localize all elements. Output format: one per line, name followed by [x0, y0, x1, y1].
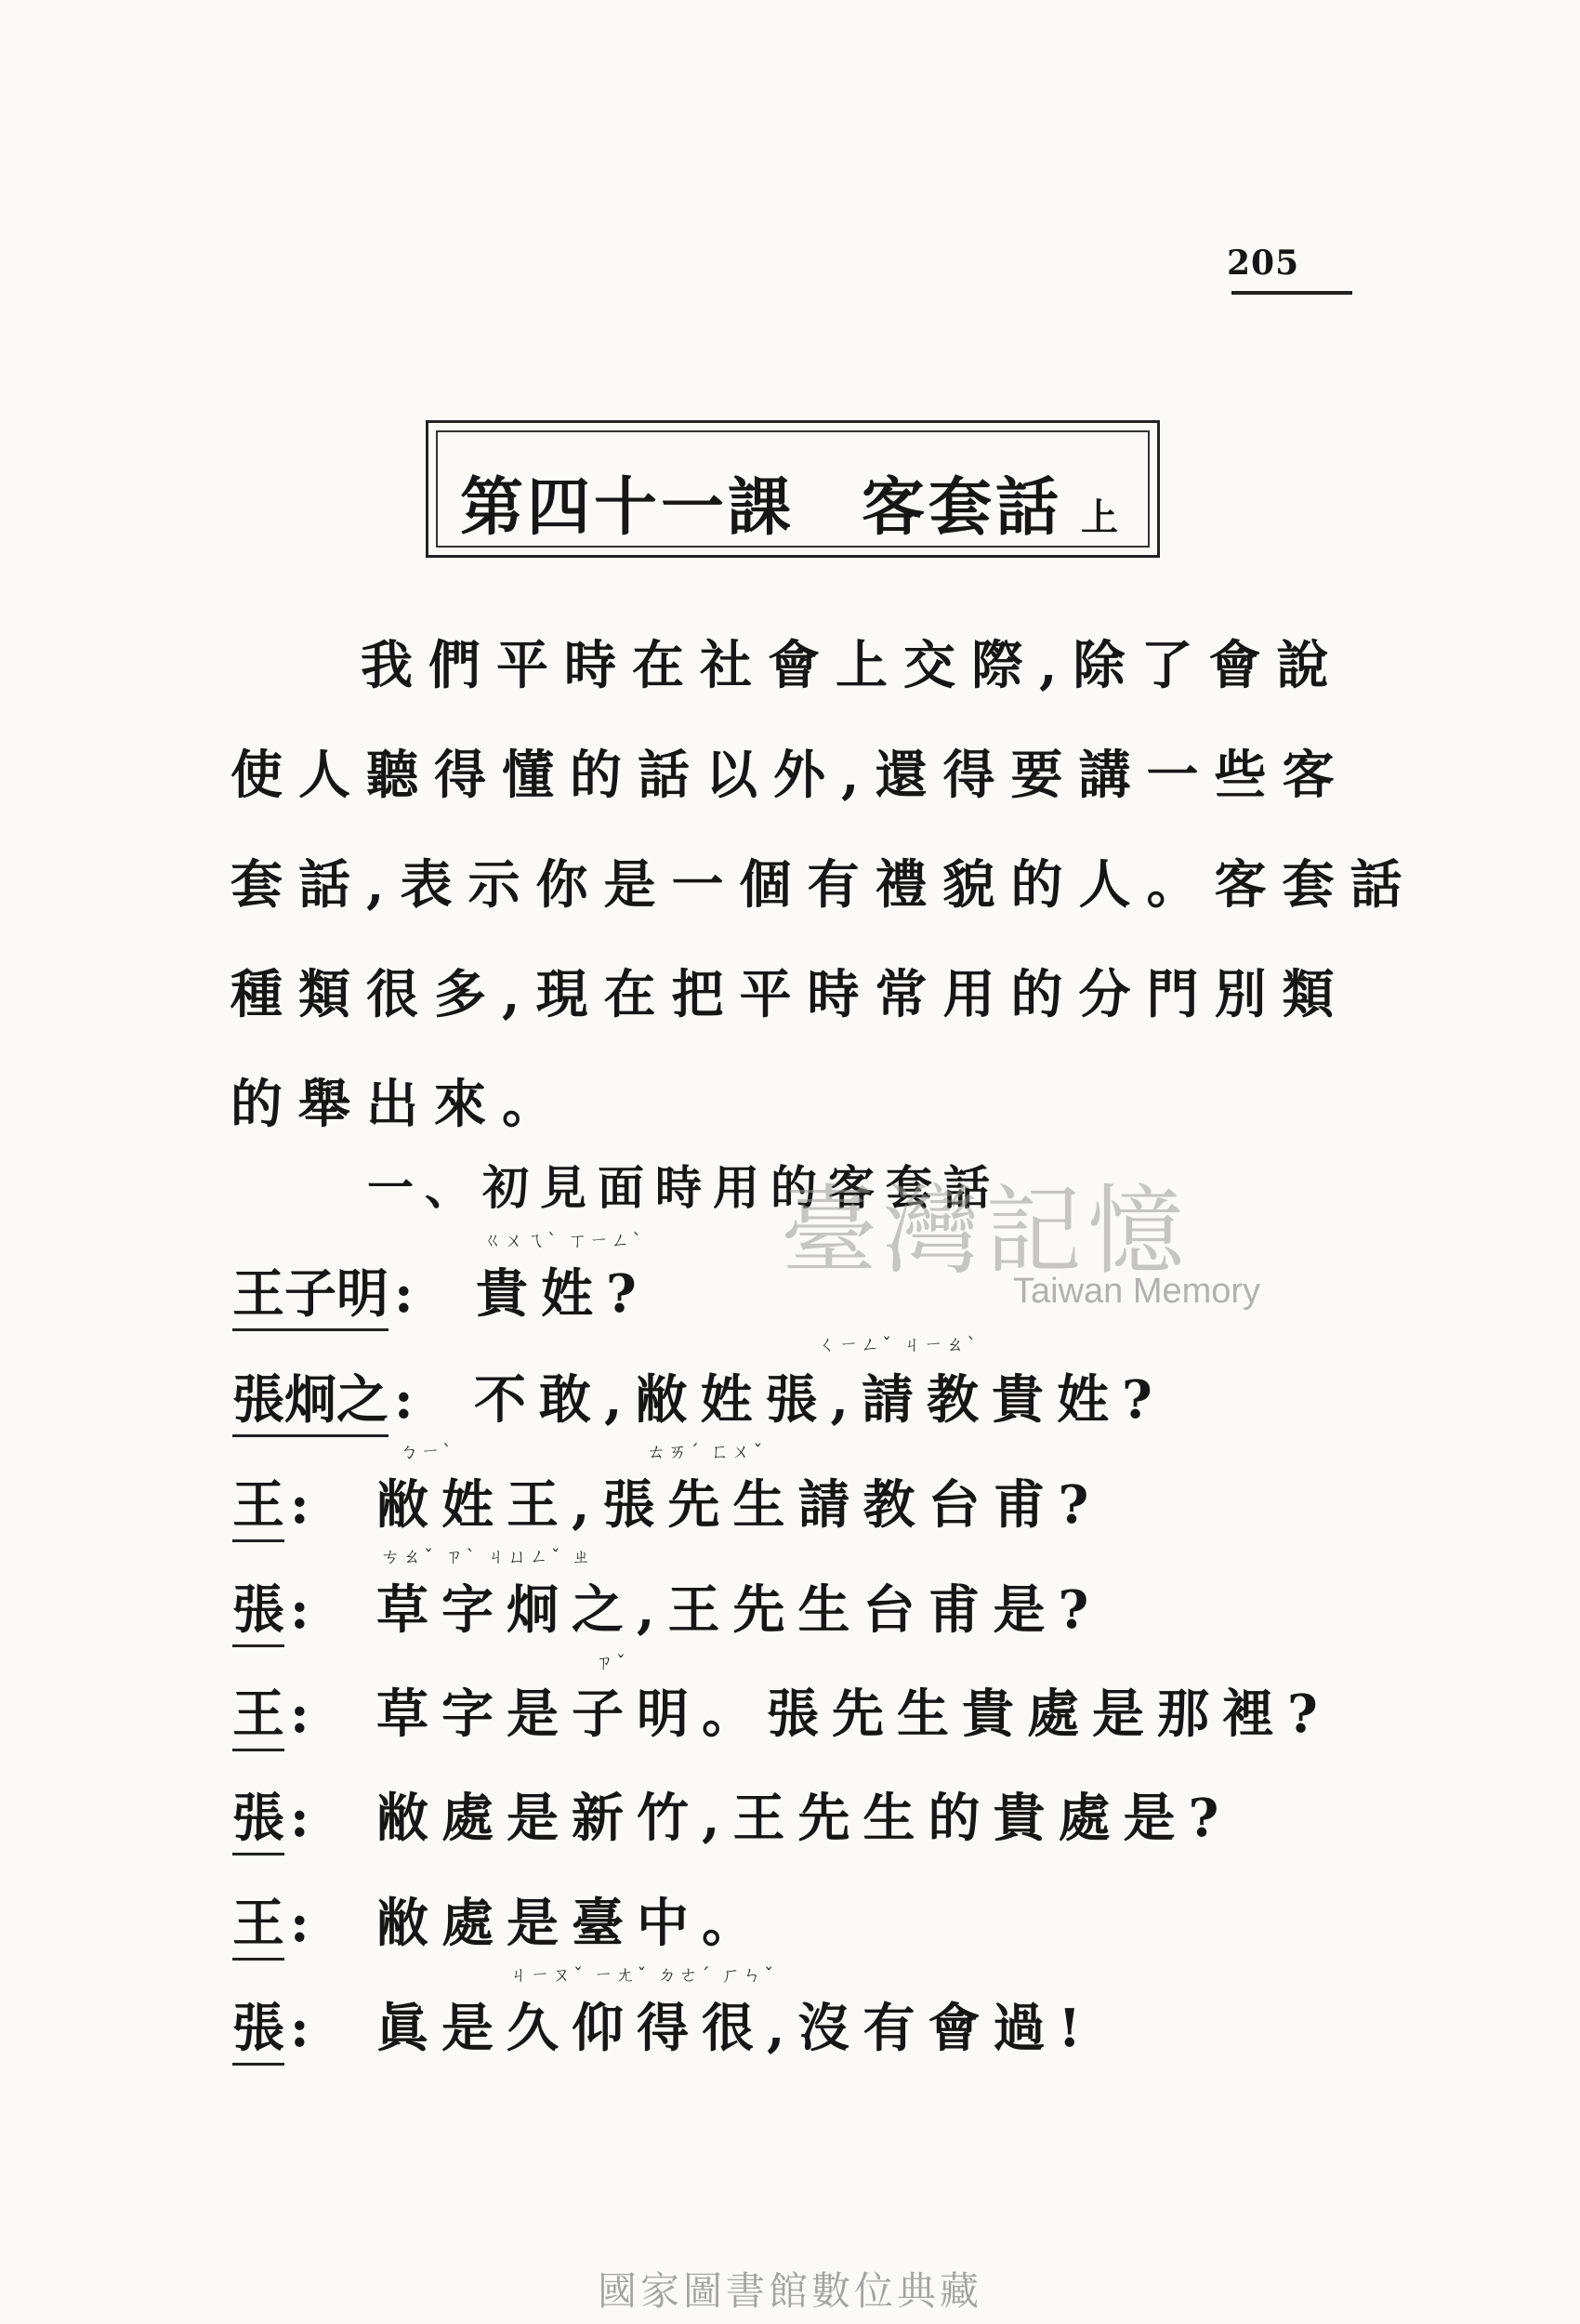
speaker-name: 王: [232, 1684, 284, 1751]
speaker-name: 張: [232, 1998, 284, 2066]
page-number: 205: [1227, 244, 1300, 283]
speaker-label: 王 :: [232, 1464, 309, 1538]
bopomofo-annotation: ㄅㄧˋ ㄊㄞˊ ㄈㄨˇ: [400, 1440, 766, 1462]
speaker-name: 張: [232, 1788, 284, 1855]
speaker-label: 張 :: [232, 1987, 309, 2062]
dialogue-line: 敝處是新竹,王先生的貴處是?: [376, 1788, 1232, 1849]
speaker-name: 王子明: [232, 1263, 388, 1331]
bopomofo-annotation: ㄐㄧㄡˇ ㄧㄤˇ ㄉㄜˊ ㄏㄣˇ: [509, 1963, 777, 1986]
lesson-title-subtitle: 上: [1081, 495, 1118, 539]
dialogue-line: 不敢,敝姓張,請教貴姓?: [474, 1369, 1165, 1431]
intro-line: 的舉出來。: [230, 1074, 570, 1135]
lesson-title: 第四十一課 客套話: [460, 470, 1063, 545]
page-number-rule: [1231, 291, 1352, 295]
dialogue-line: 敝處是臺中。: [376, 1893, 767, 1954]
speaker-name: 王: [232, 1893, 284, 1961]
bopomofo-annotation: ㄑㄧㄥˇ ㄐㄧㄠˋ: [818, 1333, 980, 1355]
bopomofo-annotation: ㄘㄠˇ ㄗˋ ㄐㄩㄥˇ ㄓ: [381, 1545, 594, 1567]
dialogue-line: 草字是子明。張先生貴處是那裡?: [376, 1684, 1331, 1745]
dialogue-line: 眞是久仰得很,沒有會過!: [376, 1998, 1095, 2059]
watermark-chinese: 臺灣記憶: [781, 1174, 1191, 1287]
intro-line: 使人聽得懂的話以外,還得要講一些客: [230, 745, 1350, 806]
dialogue-line: 草字炯之,王先生台甫是?: [376, 1579, 1102, 1641]
speaker-label: 張 :: [232, 1569, 309, 1644]
speaker-name: 張炯之: [232, 1369, 388, 1437]
speaker-label: 王 :: [232, 1673, 309, 1748]
speaker-label: 王 :: [232, 1882, 309, 1957]
dialogue-line: 敝姓王,張先生請教台甫?: [376, 1474, 1102, 1536]
intro-line: 種類很多,現在把平時常用的分門別類: [230, 964, 1350, 1025]
footer-library-credit: 國家圖書館數位典藏: [597, 2268, 982, 2314]
speaker-label: 張 :: [232, 1777, 309, 1852]
dialogue-line: 貴姓?: [476, 1263, 650, 1325]
speaker-label: 張炯之 :: [232, 1359, 414, 1433]
speaker-name: 張: [232, 1579, 284, 1647]
section-heading: 一、初見面時用的客套話: [367, 1160, 1001, 1215]
intro-line: 套話,表示你是一個有禮貌的人。客套話: [230, 854, 1418, 916]
watermark-english: Taiwan Memory: [1013, 1272, 1261, 1311]
speaker-label: 王子明 :: [232, 1253, 414, 1327]
bopomofo-annotation: ㄍㄨㄟˋ ㄒㄧㄥˋ: [483, 1229, 645, 1251]
intro-line: 我們平時在社會上交際,除了會說: [361, 635, 1345, 696]
bopomofo-annotation: ㄗˇ: [595, 1651, 628, 1673]
speaker-name: 王: [232, 1474, 284, 1542]
